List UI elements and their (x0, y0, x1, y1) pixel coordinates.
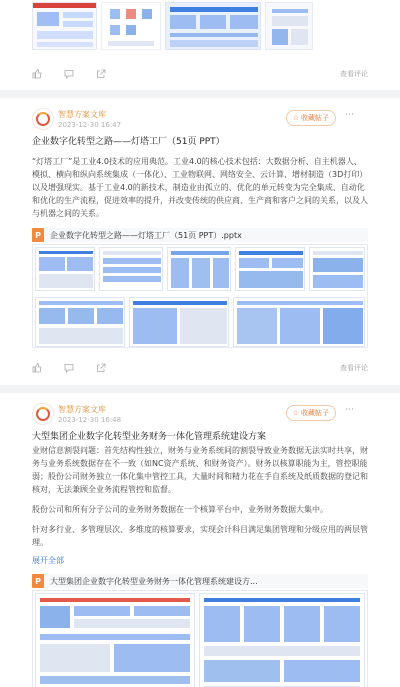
post-title[interactable]: 大型集团企业数字化转型业务财务一体化管理系统建设方案 (32, 432, 267, 442)
post-thumbnail[interactable] (265, 2, 313, 50)
attachment-preview[interactable] (32, 244, 368, 348)
brand-logo-icon (36, 407, 50, 421)
ppt-file-icon: P (32, 228, 44, 242)
favorite-post-button[interactable] (286, 405, 336, 421)
post-time: 2023-12-30 16:48 (58, 416, 122, 424)
post-title[interactable]: 企业数字化转型之路——灯塔工厂（51页 PPT） (32, 137, 225, 147)
attachment-name[interactable]: 企业数字化转型之路——灯塔工厂（51页 PPT）.pptx (50, 230, 242, 240)
more-options-icon[interactable]: ⋯ (345, 405, 354, 415)
like-button[interactable] (32, 363, 42, 373)
ppt-file-icon: P (32, 574, 44, 588)
more-options-icon[interactable]: ⋯ (345, 110, 354, 120)
favorite-label: 收藏帖子 (301, 114, 329, 122)
post-image-strip[interactable] (32, 2, 368, 50)
view-comments-link[interactable]: 查看评论 (340, 364, 368, 372)
author-name[interactable]: 智慧方案文库 (58, 405, 106, 414)
share-button[interactable] (96, 363, 106, 373)
comment-icon (64, 363, 74, 373)
attachment-preview[interactable] (32, 590, 368, 687)
post-thumbnail[interactable] (165, 2, 261, 50)
view-comments-link[interactable]: 查看评论 (340, 70, 368, 78)
favorite-label: 收藏帖子 (301, 409, 329, 417)
post-body: “灯塔工厂”是工业4.0技术的应用典范。工业4.0的核心技术包括：大数据分析、自主机器人、模拟、横向和纵向系统集成（一体化）、工业物联网、网络安全、云计算、增材制造（3D打印）以及增强现实。基于工业4.0的新技术，制造业由孤立的、优化的单元转变为完全集成、自动化和优化的生产流程，促进效率的提升，并改变传统的供应商、生产商和客户之间的关系，以及人与机器之间的关系。 (32, 157, 368, 218)
like-button[interactable] (32, 69, 42, 79)
post-time: 2023-12-30 16:47 (58, 121, 122, 129)
post-actions (32, 358, 368, 378)
comment-button[interactable] (64, 363, 74, 373)
author-name[interactable]: 智慧方案文库 (58, 110, 106, 119)
post-thumbnail[interactable] (101, 2, 161, 50)
avatar[interactable] (32, 403, 54, 425)
avatar[interactable] (32, 108, 54, 130)
post-author (32, 393, 368, 427)
attachment[interactable] (32, 574, 368, 588)
star-icon: ☆ (292, 114, 299, 122)
post-actions (32, 64, 368, 84)
comment-button[interactable] (64, 69, 74, 79)
post-card-2 (0, 98, 400, 385)
expand-all-link[interactable]: 展开全部 (32, 556, 64, 565)
share-icon (96, 69, 106, 79)
attachment-name[interactable]: 大型集团企业数字化转型业务财务一体化管理系统建设方... (50, 576, 258, 586)
favorite-post-button[interactable] (286, 110, 336, 126)
attachment[interactable] (32, 228, 368, 242)
share-button[interactable] (96, 69, 106, 79)
post-body-paragraph: 股份公司和所有分子公司的业务财务数据在一个核算平台中，业务财务数据大集中。 (32, 505, 328, 514)
thumbs-up-icon (32, 363, 42, 373)
post-body-paragraph: 业财信息割裂问题：首先结构性独立，财务与业务系统间的割裂导致业务数据无法实时共享，财务与业务系统数据存在不一致（如NC资产系统、和财务资产）。财务以核算职能为主，管控职能弱；股份公司财务独立一体化集中管控工具，大量时间和精力花在手自系统及纸质数据的登记和核对，无法兼顾全业务流程管控和监督。 (32, 446, 368, 494)
post-thumbnail[interactable] (32, 2, 97, 50)
thumbs-up-icon (32, 69, 42, 79)
post-author (32, 98, 368, 132)
comment-icon (64, 69, 74, 79)
brand-logo-icon (36, 112, 50, 126)
post-card-1 (0, 0, 400, 90)
share-icon (96, 363, 106, 373)
post-body-paragraph: 针对多行业、多管理层次、多维度的核算要求，实现会计科目满足集团管理和分级应用的两层管理。 (32, 525, 368, 547)
star-icon: ☆ (292, 409, 299, 417)
post-card-3 (0, 393, 400, 687)
